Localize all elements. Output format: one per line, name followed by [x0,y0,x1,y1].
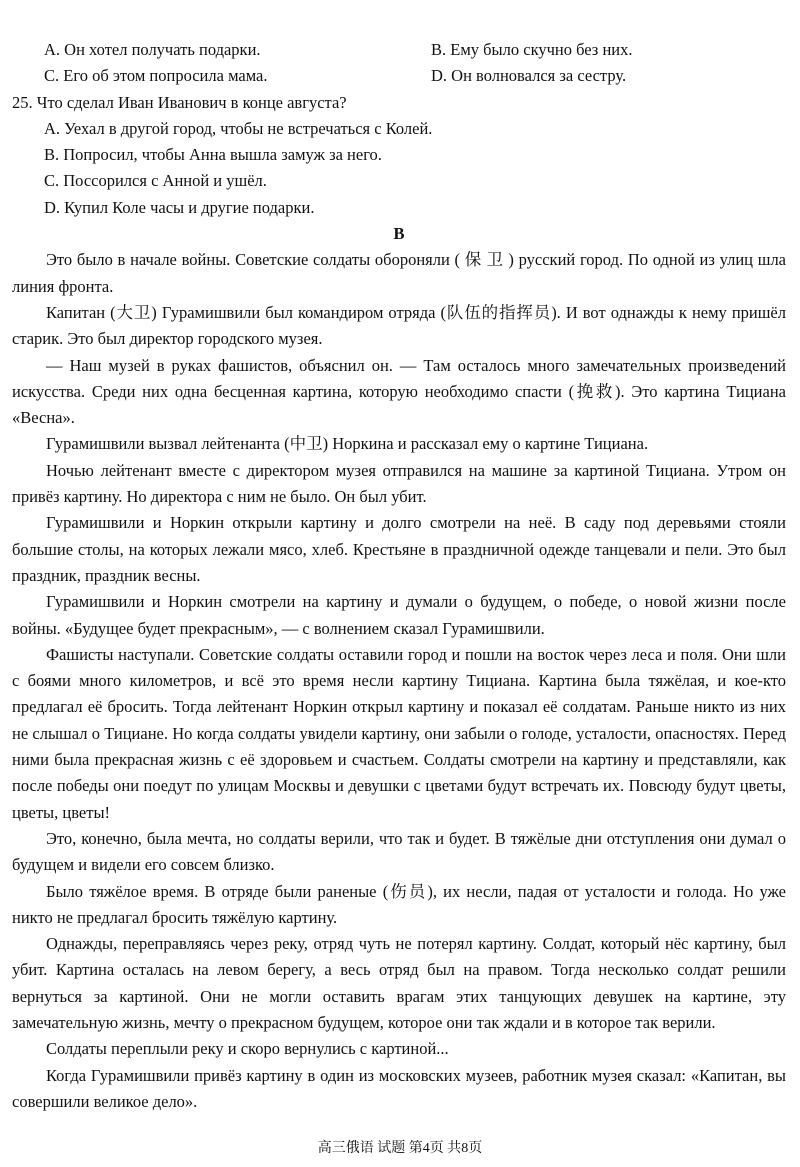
exam-page [12,37,786,1115]
q25-option-a: A. Уехал в другой город, чтобы не встречаться с Колей. [44,118,433,138]
section-title: B [393,224,405,244]
q24-options-row-2 [12,63,786,89]
paragraph: Это, конечно, была мечта, но солдаты верили, что так и будет. В тяжёлые дни отступления они думал о будущем и видели его совсем близко. [12,828,786,875]
page-footer: 高三俄语 试题 第4页 共8页 [317,1141,483,1156]
paragraph: Ночью лейтенант вместе с директором музея отправился на машине за картиной Тициана. Утром он привёз картину. Но директора с ним не было. Он был убит. [12,460,786,507]
q25-question: 25. Что сделал Иван Иванович в конце августа? [12,92,347,112]
paragraph: Гурамишвили и Норкин открыли картину и долго смотрели на неё. В саду под деревьями стояли большие столы, на которых лежали мясо, хлеб. Крестьяне в праздничной одежде танцевали и пели. Это был праздник, праздник весны. [12,513,786,585]
q25-option-b: B. Попросил, чтобы Анна вышла замуж за него. [44,145,382,165]
q25-option-c: C. Поссорился с Анной и ушёл. [44,171,267,191]
paragraph: Было тяжёлое время. В отряде были раненые (伤员), их несли, падая от усталости и голода. Но уже никто не предлагал бросить тяжёлую картину. [12,881,786,927]
q24-option-b: B. Ему было скучно без них. [431,40,633,59]
paragraph: Солдаты переплыли реку и скоро вернулись с картиной... [46,1039,449,1059]
paragraph: Гурамишвили вызвал лейтенанта (中卫) Норкина и рассказал ему о картине Тициана. [46,434,649,454]
paragraph: Однажды, переправляясь через реку, отряд чуть не потерял картину. Солдат, который нёс картину, был убит. Картина осталась на левом берегу, а весь отряд был на правом. Тогда несколько солдат решили вернуться за картиной. Они не могли оставить врагам этих танцующих девушек на картине, эту замечательную жизнь, мечту о прекрасном будущем, которое они так ждали и в которое так верили. [12,934,786,1032]
q24-option-c: C. Его об этом попросила мама. [44,66,268,86]
q24-option-d: D. Он волновался за сестру. [431,66,627,86]
reading-text [12,247,786,1115]
q25-option-d: D. Купил Коле часы и другие подарки. [44,197,315,217]
q24-options-row-1 [12,37,786,63]
paragraph: — Наш музей в руках фашистов, объяснил он. — Там осталось много замечательных произведений искусства. Среди них одна бесценная картина, которую необходимо спасти (挽救). Это картина Тициана «Весна». [12,355,786,428]
paragraph: Капитан (大卫) Гурамишвили был командиром отряда (队伍的指挥员). И вот однажды к нему пришёл старик. Это был директор городского музея. [12,302,786,349]
paragraph: Гурамишвили и Норкин смотрели на картину и думали о будущем, о победе, о новой жизни после войны. «Будущее будет прекрасным», — с волнением сказал Гурамишвили. [12,592,786,638]
paragraph: Это было в начале войны. Советские солдаты обороняли ( 保 卫 ) русский город. По одной из улиц шла линия фронта. [12,250,786,296]
paragraph: Когда Гурамишвили привёз картину в один из московских музеев, работник музея сказал: «Капитан, вы совершили великое дело». [12,1065,786,1111]
q24-option-a: A. Он хотел получать подарки. [44,40,261,59]
paragraph: Фашисты наступали. Советские солдаты оставили город и пошли на восток через леса и поля. Они шли с боями много километров, и всё это время несли картину Тициана. Картина была тяжёлая, и кое-кто предлагал её бросить. Тогда лейтенант Норкин открыл картину и показал её солдатам. Раньше никто из них не слышал о Тициане. Но когда солдаты увидели картину, они забыли о голоде, усталости, опасностях. Перед ними была прекрасная жизнь с её здоровьем и счастьем. Солдаты смотрели на картину и представляли, как после победы они поедут по улицам Москвы и девушки с цветами будут встречать их. Повсюду будут цветы, цветы, цветы! [12,644,786,822]
